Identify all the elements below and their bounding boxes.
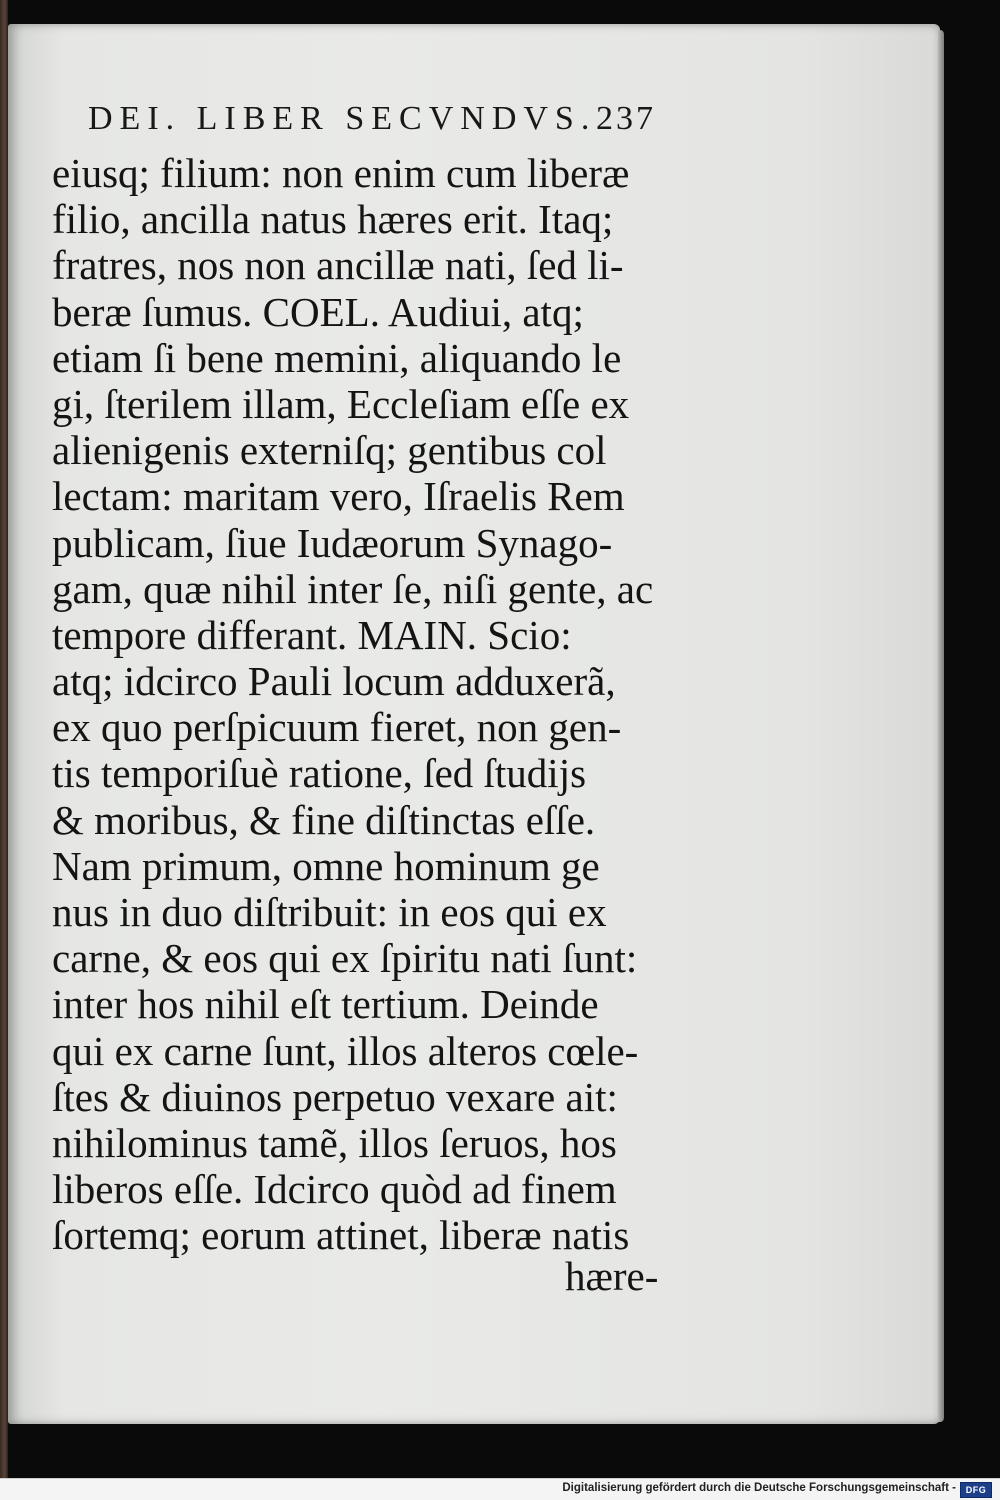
text-line: nihilominus tamẽ, illos ſeruos, hos <box>52 1119 617 1166</box>
text-line: gam, quæ nihil inter ſe, niſi gente, ac <box>52 565 654 612</box>
text-line: filio, ancilla natus hæres erit. Itaq; <box>52 196 614 243</box>
text-line: qui ex carne ſunt, illos alteros cœle- <box>52 1027 639 1074</box>
text-line: inter hos nihil eſt tertium. Deinde <box>52 981 599 1028</box>
book-spine <box>0 0 8 1478</box>
text-line: tempore differant. MAIN. Scio: <box>52 611 572 658</box>
funding-note: Digitalisierung gefördert durch die Deutsche Forschungsgemeinschaft - <box>562 1482 956 1494</box>
text-line: gi, ſterilem illam, Eccleſiam eſſe ex <box>52 380 630 427</box>
text-line: Nam primum, omne hominum ge <box>52 842 600 889</box>
body-text <box>52 150 672 1259</box>
text-line: fratres, nos non ancillæ nati, ſed li- <box>52 242 624 289</box>
text-line: ex quo perſpicuum fieret, non gen- <box>52 704 622 751</box>
page-header <box>88 100 668 148</box>
text-line: & moribus, & fine diſtinctas eſſe. <box>52 796 596 843</box>
text-line: beræ ſumus. COEL. Audiui, atq; <box>52 288 584 335</box>
text-line: ſtes & diuinos perpetuo vexare ait: <box>52 1073 618 1120</box>
running-head: DEI. LIBER SECVNDVS. <box>88 100 597 137</box>
text-line: alienigenis externiſq; gentibus col <box>52 427 607 474</box>
text-line: eiusq; filium: non enim cum liberæ <box>52 150 630 196</box>
text-line: tis temporiſuè ratione, ſed ſtudijs <box>52 750 587 797</box>
text-line: nus in duo diſtribuit: in eos qui ex <box>52 889 607 935</box>
text-line: carne, & eos qui ex ſpiritu nati ſunt: <box>52 935 638 982</box>
text-line: atq; idcirco Pauli locum adduxerã, <box>52 658 616 705</box>
footer-bar <box>0 1478 1000 1500</box>
text-line: liberos eſſe. Idcirco quòd ad finem <box>52 1166 617 1213</box>
text-line: publicam, ſiue Iudæorum Synago- <box>52 519 613 566</box>
catchword: hære- <box>565 1253 659 1299</box>
dfg-logo[interactable]: DFG <box>960 1482 992 1498</box>
page-edge <box>938 30 944 1422</box>
text-line: ſortemq; eorum attinet, liberæ natis <box>52 1212 630 1259</box>
page-number: 237 <box>596 100 656 137</box>
text-line: etiam ſi bene memini, aliquando le <box>52 334 622 381</box>
text-line: lectam: maritam vero, Iſraelis Rem <box>52 473 625 520</box>
